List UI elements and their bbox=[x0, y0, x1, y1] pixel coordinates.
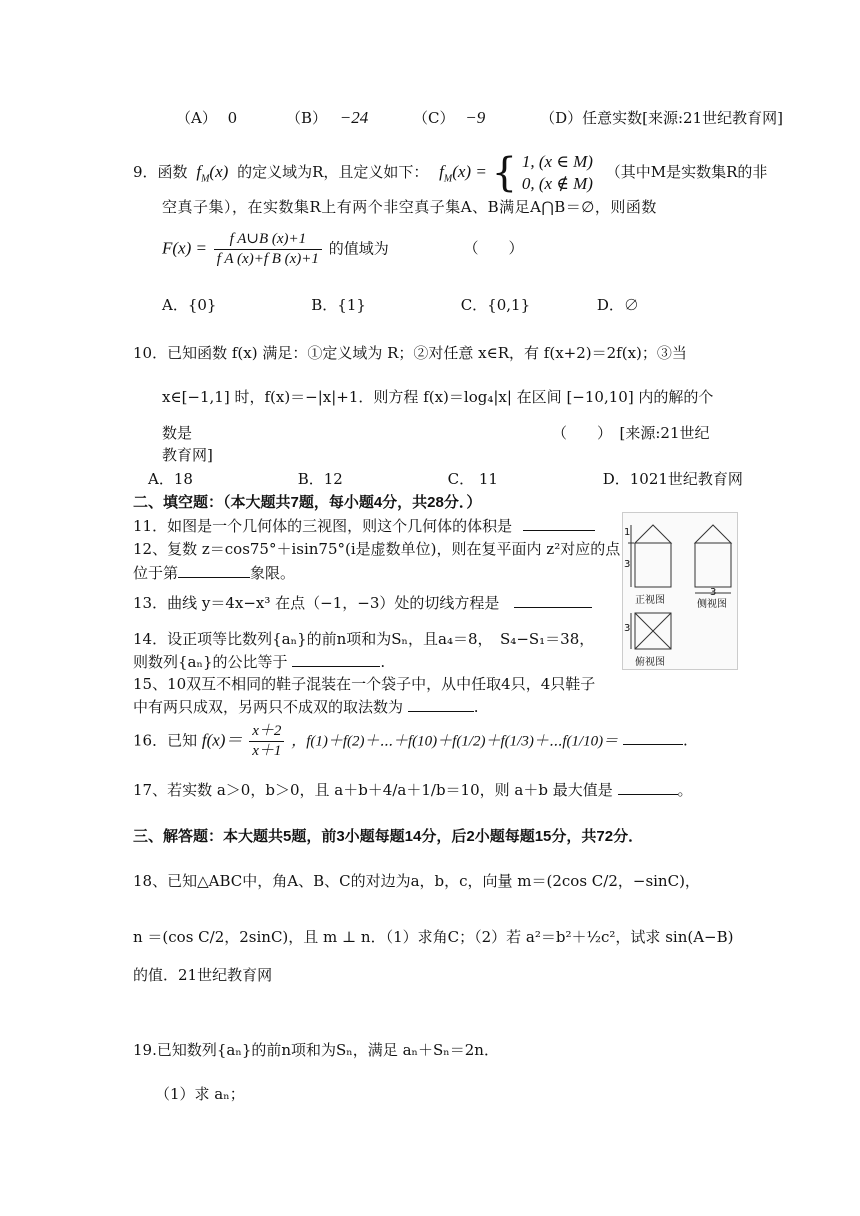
q10-option-a: A．18 bbox=[148, 470, 193, 488]
q18-line1: 18、已知△ABC中，角A、B、C的对边为a，b，c，向量 m＝(2cos C/2，−sinC)， bbox=[133, 872, 700, 890]
dim-3-label-side: 3 bbox=[710, 587, 717, 598]
q11-answer-blank bbox=[523, 516, 595, 531]
q9-option-d: D．∅ bbox=[596, 296, 639, 314]
q16-answer-blank bbox=[623, 730, 683, 745]
q15-line1: 15、10双互不相同的鞋子混装在一个袋子中，从中任取4只，4只鞋子 bbox=[133, 675, 596, 693]
top-view-label: 俯视图 bbox=[635, 657, 665, 668]
q9-paren: （ ） bbox=[463, 239, 524, 258]
q12-line2b: 象限。 bbox=[250, 564, 296, 582]
q8-option-a-label: （A） bbox=[176, 109, 217, 127]
dim-3-label-top: 3 bbox=[624, 623, 631, 634]
q9-option-c: C．{0,1} bbox=[460, 296, 531, 314]
dim-1-label: 1 bbox=[624, 527, 631, 538]
q9-line1 bbox=[133, 148, 767, 198]
q8-option-a-value: 0 bbox=[227, 109, 238, 127]
q8-option-d: （D）任意实数[来源:21世纪教育网] bbox=[540, 109, 783, 127]
q9-case2: 0, (x ∉ M) bbox=[521, 174, 593, 193]
q8-option-b-label: （B） bbox=[285, 109, 327, 127]
q12-line1: 12、复数 z＝cos75°＋isin75°(i是虚数单位)，则在复平面内 z²对应的点 bbox=[133, 540, 621, 558]
q15-line2-text: 中有两只成双，另两只不成双的取法数为 bbox=[133, 698, 404, 716]
dim-3-label-front: 3 bbox=[624, 559, 631, 570]
q9-fm-symbol: $f_M(x)$ bbox=[196, 162, 229, 185]
q10-line2: x∈[−1,1] 时，f(x)＝−|x|+1．则方程 f(x)＝log₄|x| 在区间 [−10,10] 内的解的个 bbox=[162, 388, 714, 406]
q8-option-b-value: −24 bbox=[339, 108, 369, 127]
q9-option-b: B．{1} bbox=[311, 296, 366, 314]
q12-line2 bbox=[133, 563, 295, 583]
front-view-label: 正视图 bbox=[635, 595, 665, 606]
q8-option-c-value: −9 bbox=[465, 108, 486, 127]
front-view bbox=[628, 525, 671, 587]
q10-option-d: D．1021世纪教育网 bbox=[602, 470, 743, 488]
q9-option-a: A．{0} bbox=[162, 296, 217, 314]
q17-text: 17、若实数 a＞0，b＞0，且 a＋b＋4/a＋1/b＝10，则 a＋b 最大值是 bbox=[133, 781, 613, 799]
q9-frac-num: f A∪B (x)+1 bbox=[214, 230, 322, 250]
q16-prefix: 16．已知 bbox=[133, 731, 198, 750]
q19-line2: （1）求 aₙ； bbox=[155, 1085, 245, 1103]
q16-f: f(x)＝ bbox=[201, 730, 243, 750]
q10-line1: 10．已知函数 f(x) 满足：①定义域为 R；②对任意 x∈R，有 f(x+2)＝2f(x)；③当 bbox=[133, 344, 687, 362]
q13-text: 13．曲线 y＝4x−x³ 在点（−1，−3）处的切线方程是 bbox=[133, 594, 500, 612]
q18-line3: 的值．21世纪教育网 bbox=[133, 966, 273, 984]
q16-fraction bbox=[249, 722, 284, 761]
q19-line1: 19.已知数列{aₙ}的前n项和为Sₙ，满足 aₙ＋Sₙ＝2n． bbox=[133, 1041, 499, 1059]
q9-number: 9．函数 bbox=[133, 163, 188, 181]
q13 bbox=[133, 593, 592, 613]
q15-line2: 中有两只成双，另两只不成双的取法数为 . bbox=[133, 698, 479, 716]
q14-answer-blank bbox=[292, 652, 380, 667]
q14-line2-text: 则数列{aₙ}的公比等于 bbox=[133, 653, 288, 671]
q9-frac-den: f A (x)+f B (x)+1 bbox=[216, 250, 319, 267]
q13-answer-blank bbox=[514, 593, 592, 608]
q9-line2: 空真子集），在实数集R上有两个非空真子集A、B满足A⋂B＝∅，则函数 bbox=[162, 198, 657, 216]
top-view bbox=[631, 613, 671, 649]
q16: 16．已知 f(x)＝ $\frac{x+2}{x+1}$ ，f(1)＋f(2)＋⋯＋f(10)＋f(1/2)＋f(1/3)＋⋯f(1/10)＝ . bbox=[133, 723, 688, 759]
q9-options bbox=[162, 296, 639, 315]
three-view-figure bbox=[622, 512, 738, 670]
q9-F-def: F(x) = bbox=[162, 238, 207, 258]
q10-line3-text: 数是 bbox=[162, 424, 193, 442]
q14-line2: 则数列{aₙ}的公比等于 . bbox=[133, 653, 386, 671]
q9-line3 bbox=[162, 230, 524, 269]
q9-fraction bbox=[214, 230, 322, 269]
side-view-label: 侧视图 bbox=[697, 599, 727, 610]
side-view bbox=[695, 525, 731, 593]
q8-options bbox=[176, 107, 783, 128]
q10-option-b: B．12 bbox=[297, 470, 343, 488]
q17-answer-blank bbox=[618, 780, 678, 795]
q10-line3-end: （ ） [来源:21世纪 bbox=[552, 424, 710, 442]
q17 bbox=[133, 780, 693, 800]
q17-end: 。 bbox=[677, 781, 693, 799]
section3-title: 三、解答题：本大题共5题，前3小题每题14分，后2小题每题15分，共72分． bbox=[133, 828, 644, 845]
q9-fm-def: $f_M(x)$ = bbox=[439, 162, 487, 185]
q10-options bbox=[148, 470, 743, 489]
q9-def-text: 的定义域为R，且定义如下： bbox=[237, 163, 429, 181]
section2-title: 二、填空题：（本大题共7题，每小题4分，共28分．） bbox=[133, 494, 482, 511]
q11-text: 11．如图是一个几何体的三视图，则这个几何体的体积是 bbox=[133, 517, 513, 535]
q9-case1: 1, (x ∈ M) bbox=[521, 152, 593, 171]
q16-frac-den: x＋1 bbox=[252, 742, 282, 759]
q10-option-c: C． 11 bbox=[447, 470, 498, 488]
q12-answer-blank bbox=[178, 563, 250, 578]
q16-sum: ，f(1)＋f(2)＋⋯＋f(10)＋f(1/2)＋f(1/3)＋⋯f(1/10)＝ bbox=[291, 733, 619, 750]
q8-option-c-label: （C） bbox=[413, 109, 455, 127]
q9-range-text: 的值域为 bbox=[328, 239, 389, 258]
q16-frac-num: x＋2 bbox=[249, 722, 284, 742]
q11 bbox=[133, 516, 595, 536]
q14-line1: 14．设正项等比数列{aₙ}的前n项和为Sₙ，且a₄＝8， S₄−S₁＝38， bbox=[133, 630, 595, 648]
q10-line3 bbox=[162, 424, 732, 443]
q12-line2a: 位于第 bbox=[133, 564, 179, 582]
q9-brace: { bbox=[491, 150, 518, 196]
q15-answer-blank bbox=[408, 697, 474, 712]
q18-line2: n ＝(cos C/2，2sinC)，且 m ⊥ n．（1）求角C；（2）若 a²＝b²＋½c²，试求 sin(A−B) bbox=[133, 928, 734, 946]
q9-line1-end: （其中M是实数集R的非 bbox=[605, 163, 768, 181]
q9-cases bbox=[522, 151, 593, 195]
q10-line4: 教育网] bbox=[162, 446, 213, 464]
